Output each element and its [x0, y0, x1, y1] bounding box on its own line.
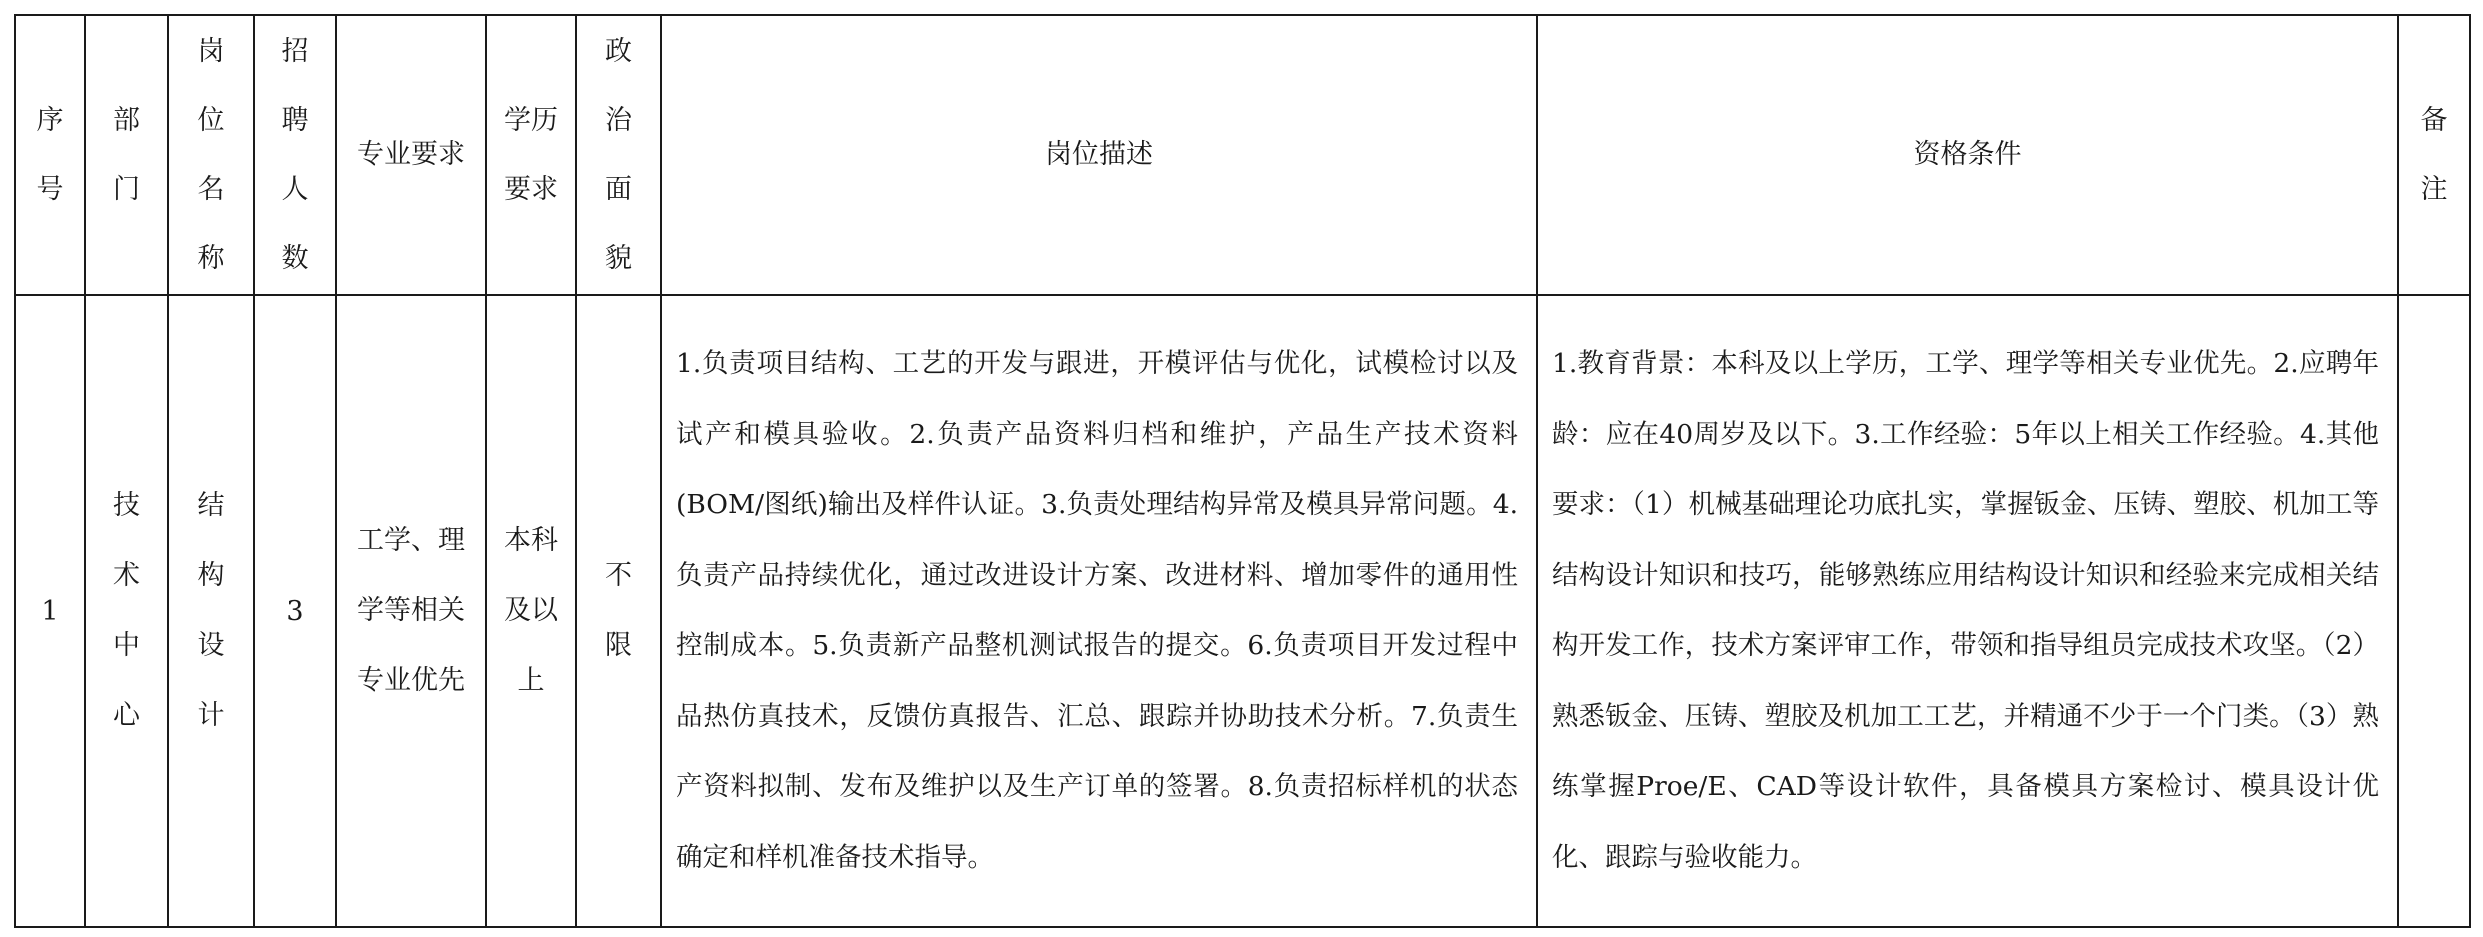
header-education: 学历要求	[486, 15, 576, 295]
header-political: 政治面貌	[576, 15, 661, 295]
cell-position: 结构设计	[168, 295, 254, 927]
header-major: 专业要求	[336, 15, 486, 295]
header-dept: 部门	[85, 15, 168, 295]
cell-remark	[2398, 295, 2470, 927]
cell-description: 1.负责项目结构、工艺的开发与跟进，开模评估与优化，试模检讨以及试产和模具验收。2.负责产品资料归档和维护，产品生产技术资料(BOM/图纸)输出及样件认证。3.负责处理结构异常及模具异常问题。4.负责产品持续优化，通过改进设计方案、改进材料、增加零件的通用性控制成本。5.负责新产品整机测试报告的提交。6.负责项目开发过程中品热仿真技术，反馈仿真报告、汇总、跟踪并协助技术分析。7.负责生产资料拟制、发布及维护以及生产订单的签署。8.负责招标样机的状态确定和样机准备技术指导。	[661, 295, 1537, 927]
recruitment-table	[14, 14, 2471, 928]
table-row	[15, 295, 2470, 927]
cell-qualification: 1.教育背景：本科及以上学历，工学、理学等相关专业优先。2.应聘年龄：应在40周岁及以下。3.工作经验：5年以上相关工作经验。4.其他要求：（1）机械基础理论功底扎实，掌握钣金、压铸、塑胶、机加工等结构设计知识和技巧，能够熟练应用结构设计知识和经验来完成相关结构开发工作，技术方案评审工作，带领和指导组员完成技术攻坚。（2）熟悉钣金、压铸、塑胶及机加工工艺，并精通不少于一个门类。（3）熟练掌握Proe/E、CAD等设计软件，具备模具方案检讨、模具设计优化、跟踪与验收能力。	[1537, 295, 2398, 927]
header-index: 序号	[15, 15, 85, 295]
cell-index: 1	[15, 295, 85, 927]
cell-political: 不限	[576, 295, 661, 927]
header-count: 招聘人数	[254, 15, 336, 295]
cell-count: 3	[254, 295, 336, 927]
cell-education: 本科及以上	[486, 295, 576, 927]
cell-major: 工学、理学等相关专业优先	[336, 295, 486, 927]
header-position: 岗位名称	[168, 15, 254, 295]
header-description: 岗位描述	[661, 15, 1537, 295]
header-row	[15, 15, 2470, 295]
header-qualification: 资格条件	[1537, 15, 2398, 295]
cell-dept: 技术中心	[85, 295, 168, 927]
header-remark: 备注	[2398, 15, 2470, 295]
